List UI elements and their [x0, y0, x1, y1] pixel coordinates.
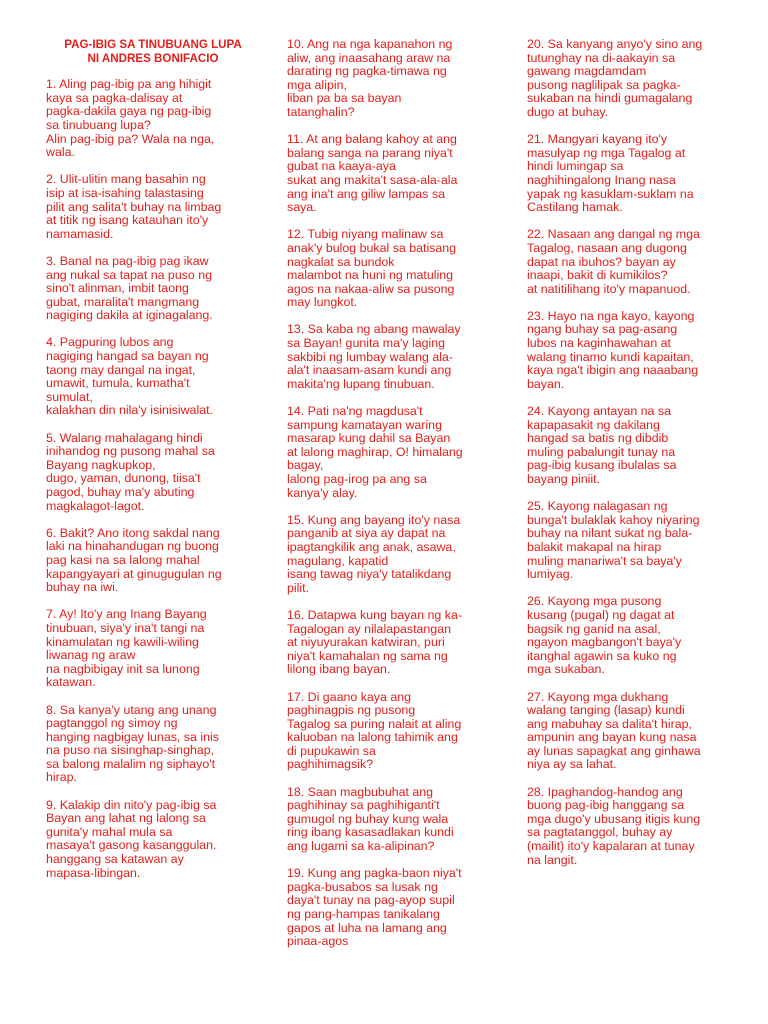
stanza-line: Tagalogan ay nilalapastangan — [287, 621, 451, 636]
stanza — [527, 500, 739, 582]
stanza — [46, 78, 260, 160]
stanza-line: gunita'y mahal mula sa — [46, 824, 173, 839]
stanza-line: malambot na huni ng matuling — [287, 268, 453, 283]
stanza-line: sa tinubuang lupa? — [46, 117, 151, 132]
stanza-line: 8. Sa kanya'y utang ang unang — [46, 702, 217, 717]
stanza-line: 7. Ay! Ito'y ang Inang Bayang — [46, 607, 207, 622]
stanza-line: ng pang-hampas tanikalang — [287, 907, 440, 921]
stanza-line: nagiging dakila at iginagalang. — [46, 308, 213, 323]
stanza-line: yapak ng kasuklam-suklam na — [527, 186, 694, 201]
stanza-line: pusong naglilipak sa pagka- — [527, 77, 681, 92]
stanza-line: gubat na kaaya-aya — [287, 159, 396, 174]
stanza-line: ampunin ang bayan kung nasa — [527, 730, 697, 745]
poem-title: PAG-IBIG SA TINUBUANG LUPA — [64, 38, 242, 51]
stanza-line: 22. Nasaan ang dangal ng mga — [527, 227, 700, 242]
stanza — [527, 786, 739, 868]
stanza-line: may lungkot. — [287, 295, 358, 310]
stanza-line: isip at isa-isahing talastasing — [46, 185, 204, 200]
stanza-line: gawang magdamdam — [527, 64, 647, 79]
stanza-line: ipagtangkilik ang anak, asawa, — [287, 539, 456, 554]
stanza-line: 1. Aling pag-ibig pa ang hihigit — [46, 77, 212, 92]
stanza-line: pilit ang salita't buhay na limbag — [46, 199, 222, 214]
stanza-line: 25. Kayong nalagasan ng — [527, 499, 668, 514]
stanza-line: sa Bayan! gunita ma'y laging — [287, 336, 446, 351]
stanza — [527, 38, 739, 120]
stanza — [46, 432, 260, 514]
stanza-line: sino't alinman, imbit taong — [46, 281, 189, 296]
stanza — [287, 609, 499, 677]
stanza-line: inihandog ng pusong mahal sa — [46, 444, 215, 459]
stanza-line: katawan. — [46, 675, 96, 690]
stanza-line: 15. Kung ang bayang ito'y nasa — [287, 512, 461, 527]
stanza-line: 10. Ang na nga kapanahon ng — [287, 37, 453, 51]
stanza-line: namamasid. — [46, 226, 114, 241]
stanza-line: umawit, tumula, kumatha't — [46, 376, 190, 391]
poem-column-3 — [527, 38, 739, 881]
stanza-line: dapat na ibuhos? bayan ay — [527, 254, 676, 269]
stanza-line: 3. Banal na pag-ibig pag ikaw — [46, 253, 209, 268]
stanza-line: balakit makapal na hirap — [527, 539, 662, 554]
stanza-line: mga sukaban. — [527, 662, 605, 677]
stanza-line: bunga't bulaklak kahoy niyaring — [527, 512, 700, 527]
stanza-line: ang lugami sa ka-alipinan? — [287, 839, 435, 854]
stanza-line: Tagalog sa puring nalait at aling — [287, 716, 462, 731]
stanza-line: ang mabuhay sa dalita't hirap, — [527, 716, 692, 731]
stanza-line: gapos at luha na lamang ang — [287, 920, 447, 935]
stanza-line: 6. Bakit? Ano itong sakdal nang — [46, 525, 220, 540]
stanza-line: na nagbibigay init sa lunong — [46, 661, 200, 676]
stanza-line: pilit. — [287, 580, 310, 595]
stanza-line: pinaa-agos — [287, 934, 349, 949]
stanza-line: kaya sa pagka-dalisay at — [46, 90, 183, 105]
stanza-line: buhay na nilant sukat ng bala- — [527, 526, 693, 541]
stanza-line: sa pagtatanggol, buhay ay — [527, 825, 673, 840]
stanza-line: (mailit) ito'y kapalaran at tunay — [527, 839, 695, 854]
stanza — [287, 133, 499, 215]
stanza-line: at natitilihang ito'y mapanuod. — [527, 281, 691, 296]
stanza-line: liwanag ng araw — [46, 648, 136, 663]
stanza-line: gumugol ng buhay kung wala — [287, 811, 449, 826]
stanza-line: lumiyag. — [527, 567, 574, 582]
stanza — [527, 691, 739, 773]
stanza-line: hanggang sa katawan ay — [46, 852, 184, 867]
stanza-line: 11. At ang balang kahoy at ang — [287, 132, 457, 147]
stanza-line: lalong pag-irog pa ang sa — [287, 472, 427, 486]
stanza-line: isang tawag niya'y tatalikdang — [287, 567, 452, 582]
stanza — [287, 867, 499, 949]
stanza-line: hangad sa batis ng dibdib — [527, 431, 669, 446]
stanza — [527, 405, 739, 487]
stanza-line: pagka-busabos sa lusak ng — [287, 879, 438, 894]
stanza-line: 26. Kayong mga pusong — [527, 594, 662, 609]
stanza — [287, 405, 499, 500]
stanza-line: 13. Sa kaba ng abang mawalay — [287, 322, 461, 337]
stanza — [527, 595, 739, 677]
stanza-line: balang sanga na parang niya't — [287, 145, 453, 160]
stanza-line: taong may dangal na ingat, — [46, 362, 196, 377]
stanza-line: bagay, — [287, 458, 324, 473]
stanza — [287, 514, 499, 596]
stanza — [46, 608, 260, 690]
stanza-line: Alin pag-ibig pa? Wala na nga, — [46, 131, 215, 146]
stanza-line: na langit. — [527, 852, 578, 867]
stanza-line: laki na hinahandugan ng buong — [46, 539, 219, 554]
stanza-line: kapapasakit ng dakilang — [527, 417, 660, 432]
stanza-line: hirap. — [46, 770, 77, 785]
poem-column-1 — [46, 38, 260, 894]
stanza-line: daya't tunay na pag-ayop supil — [287, 893, 455, 908]
stanza-line: 21. Mangyari kayang ito'y — [527, 132, 668, 147]
stanza-line: Bayan ang lahat ng lalong sa — [46, 811, 206, 826]
stanza — [46, 527, 260, 595]
stanza-line: makita'ng lupang tinubuan. — [287, 376, 435, 391]
stanza-line: ala't inaasam-asam kundi ang — [287, 363, 452, 378]
stanza-line: walang tanging (lasap) kundi — [527, 703, 685, 718]
stanza-line: 12. Tubig niyang malinaw sa — [287, 227, 444, 242]
stanza-line: nagkalat sa bundok — [287, 254, 395, 269]
stanza-line: 5. Walang mahalagang hindi — [46, 430, 203, 445]
stanza-line: 2. Ulit-ulitin mang basahin ng — [46, 172, 206, 187]
stanza-line: saya. — [287, 200, 317, 215]
stanza-line: ang nukal sa tapat na puso ng — [46, 267, 213, 282]
stanza-line: wala. — [46, 145, 75, 160]
stanza-line: lilong ibang bayan. — [287, 662, 391, 677]
stanza-line: sumulat, — [46, 389, 93, 404]
stanza-line: panganib at siya ay dapat na — [287, 526, 446, 541]
stanza-line: 20. Sa kanyang anyo'y sino ang — [527, 37, 703, 51]
stanza-line: anak'y bulog bukal sa batisang — [287, 240, 457, 255]
stanza-line: lubos na kaginhawahan at — [527, 336, 671, 351]
stanza — [46, 336, 260, 418]
stanza-line: 19. Kung ang pagka-baon niya't — [287, 866, 462, 881]
stanza-line: buhay na iwi. — [46, 580, 119, 595]
stanza-line: tutunghay na di-aakayin sa — [527, 50, 676, 65]
stanza-line: sukaban na hindi gumagalang — [527, 91, 693, 106]
stanza-line: muling pabalungit tunay na — [527, 444, 676, 459]
stanza-line: muling manariwa't sa baya'y — [527, 553, 682, 568]
stanza — [46, 255, 260, 323]
stanza-line: kusang (pugal) ng dagat at — [527, 607, 675, 622]
stanza-line: tinubuan, siya'y ina't tangi na — [46, 620, 205, 635]
stanza — [527, 310, 739, 392]
stanza-line: mapasa-libingan. — [46, 865, 141, 880]
stanza-line: liban pa ba sa bayan — [287, 91, 402, 106]
stanza-line: at lalong maghirap, O! himalang — [287, 444, 463, 459]
stanza-line: niya ay sa lahat. — [527, 757, 617, 772]
stanza-line: na puso na sisinghap-singhap, — [46, 743, 215, 758]
stanza-line: mga alipin, — [287, 77, 347, 92]
stanza-line: magkalagot-lagot. — [46, 498, 145, 513]
stanza-line: kanya'y alay. — [287, 485, 358, 500]
stanza-line: Tagalog, nasaan ang dugong — [527, 240, 687, 255]
stanza-line: buong pag-ibig hanggang sa — [527, 798, 685, 813]
stanza-line: kaya nga't ibigin ang naaabang — [527, 363, 699, 378]
stanza-line: sakbibi ng lumbay walang ala- — [287, 349, 453, 364]
stanza-line: niya't kamahalan ng sama ng — [287, 648, 448, 663]
stanza-line: gubat, maralita't mangmang — [46, 294, 200, 309]
stanza-line: tatanghalin? — [287, 104, 355, 119]
stanza-line: bagsik ng ganid na asal, — [527, 621, 661, 636]
stanza — [287, 228, 499, 310]
stanza-line: 28. Ipaghandog-handog ang — [527, 784, 683, 799]
stanza-line: mga dugo'y ubusang itigis kung — [527, 811, 701, 826]
stanza-line: 9. Kalakip din nito'y pag-ibig sa — [46, 797, 217, 812]
stanza-line: paghihimagsik? — [287, 757, 374, 772]
stanza-line: ngang buhay sa pag-asang — [527, 322, 678, 337]
stanza-line: nagiging hangad sa bayan ng — [46, 349, 209, 364]
poem-column-2 — [287, 38, 499, 962]
stanza-line: Castilang hamak. — [527, 200, 623, 215]
stanza-line: pag-ibig kusang ibulalas sa — [527, 458, 677, 473]
stanza — [46, 173, 260, 241]
stanza-line: kaluoban na lalong tahimik ang — [287, 730, 458, 745]
stanza-line: paghinagpis ng pusong — [287, 703, 416, 718]
stanza-line: at titik ng isang katauhan ito'y — [46, 213, 209, 228]
stanza-line: pagka-dakila gaya ng pag-ibig — [46, 104, 212, 119]
stanza — [46, 704, 260, 786]
stanza-line: 23. Hayo na nga kayo, kayong — [527, 308, 695, 323]
stanza-line: ring ibang kasasadlakan kundi — [287, 825, 454, 840]
stanza-line: 18. Saan magbubuhat ang — [287, 784, 434, 799]
stanza-line: ngayon magbangon't baya'y — [527, 635, 682, 650]
stanza-line: kapangyayari at ginugugulan ng — [46, 566, 222, 581]
stanza-line: Bayang nagkupkop, — [46, 457, 156, 472]
stanza — [287, 691, 499, 773]
stanza-line: di pupukawin sa — [287, 743, 376, 758]
stanza-line: 27. Kayong mga dukhang — [527, 689, 669, 704]
stanza-line: at niyuyurakan katwiran, puri — [287, 635, 445, 650]
poem-author: NI ANDRES BONIFACIO — [87, 51, 219, 65]
stanza-line: kinamulatan ng kawili-wiling — [46, 634, 199, 649]
stanza-line: aliw, ang inaasahang araw na — [287, 50, 451, 65]
stanza-line: kalakhan din nila'y isinisiwalat. — [46, 403, 213, 418]
stanza — [46, 799, 260, 881]
title-block — [46, 38, 260, 65]
stanza — [287, 786, 499, 854]
stanza-line: 17. Di gaano kaya ang — [287, 689, 411, 704]
stanza-line: itanghal agawin sa kuko ng — [527, 648, 677, 663]
stanza — [287, 323, 499, 391]
stanza-line: sukat ang makita't sasa-ala-ala — [287, 172, 458, 187]
stanza-line: pag kasi na sa lalong mahal — [46, 552, 200, 567]
stanza-line: magulang, kapatid — [287, 553, 389, 568]
stanza-line: masarap kung dahil sa Bayan — [287, 431, 451, 446]
stanza-line: paghihinay sa paghihiganti't — [287, 798, 440, 813]
stanza-line: sampung kamatayan waring — [287, 417, 442, 432]
stanza-line: ang ina't ang giliw lampas sa — [287, 186, 446, 201]
stanza-line: 14. Pati na'ng magdusa't — [287, 404, 423, 419]
stanza-line: masaya't gasong kasanggulan. — [46, 838, 217, 853]
stanza-line: sa balong malalim ng siphayo't — [46, 756, 216, 771]
stanza-line: masulyap ng mga Tagalog at — [527, 145, 686, 160]
stanza-line: pagtanggol ng simoy ng — [46, 716, 178, 731]
stanza-line: inaapi, bakit di kumikilos? — [527, 268, 668, 283]
stanza-line: hanging nagbigay lunas, sa inis — [46, 729, 219, 744]
stanza-line: ay lunas sapagkat ang ginhawa — [527, 743, 701, 758]
stanza-line: 16. Datapwa kung bayan ng ka- — [287, 607, 462, 622]
stanza-line: 4. Pagpuring lubos ang — [46, 335, 174, 350]
stanza — [287, 38, 499, 120]
stanza-line: hindi lumingap sa — [527, 159, 624, 174]
stanza — [527, 133, 739, 215]
stanza-line: bayang piniit. — [527, 472, 601, 486]
stanza-line: 24. Kayong antayan na sa — [527, 404, 671, 419]
stanza-line: agos na nakaa-aliw sa pusong — [287, 281, 455, 296]
stanza-line: naghihingalong Inang nasa — [527, 172, 676, 187]
stanza-line: dugo at buhay. — [527, 104, 609, 119]
stanza-line: dugo, yaman, dunong, tiisa't — [46, 471, 201, 486]
stanza — [527, 228, 739, 296]
stanza-line: pagod, buhay ma'y abuting — [46, 485, 195, 499]
stanza-line: bayan. — [527, 376, 565, 391]
stanza-line: walang tinamo kundi kapaitan, — [527, 349, 694, 364]
stanza-line: darating ng pagka-timawa ng — [287, 64, 447, 79]
